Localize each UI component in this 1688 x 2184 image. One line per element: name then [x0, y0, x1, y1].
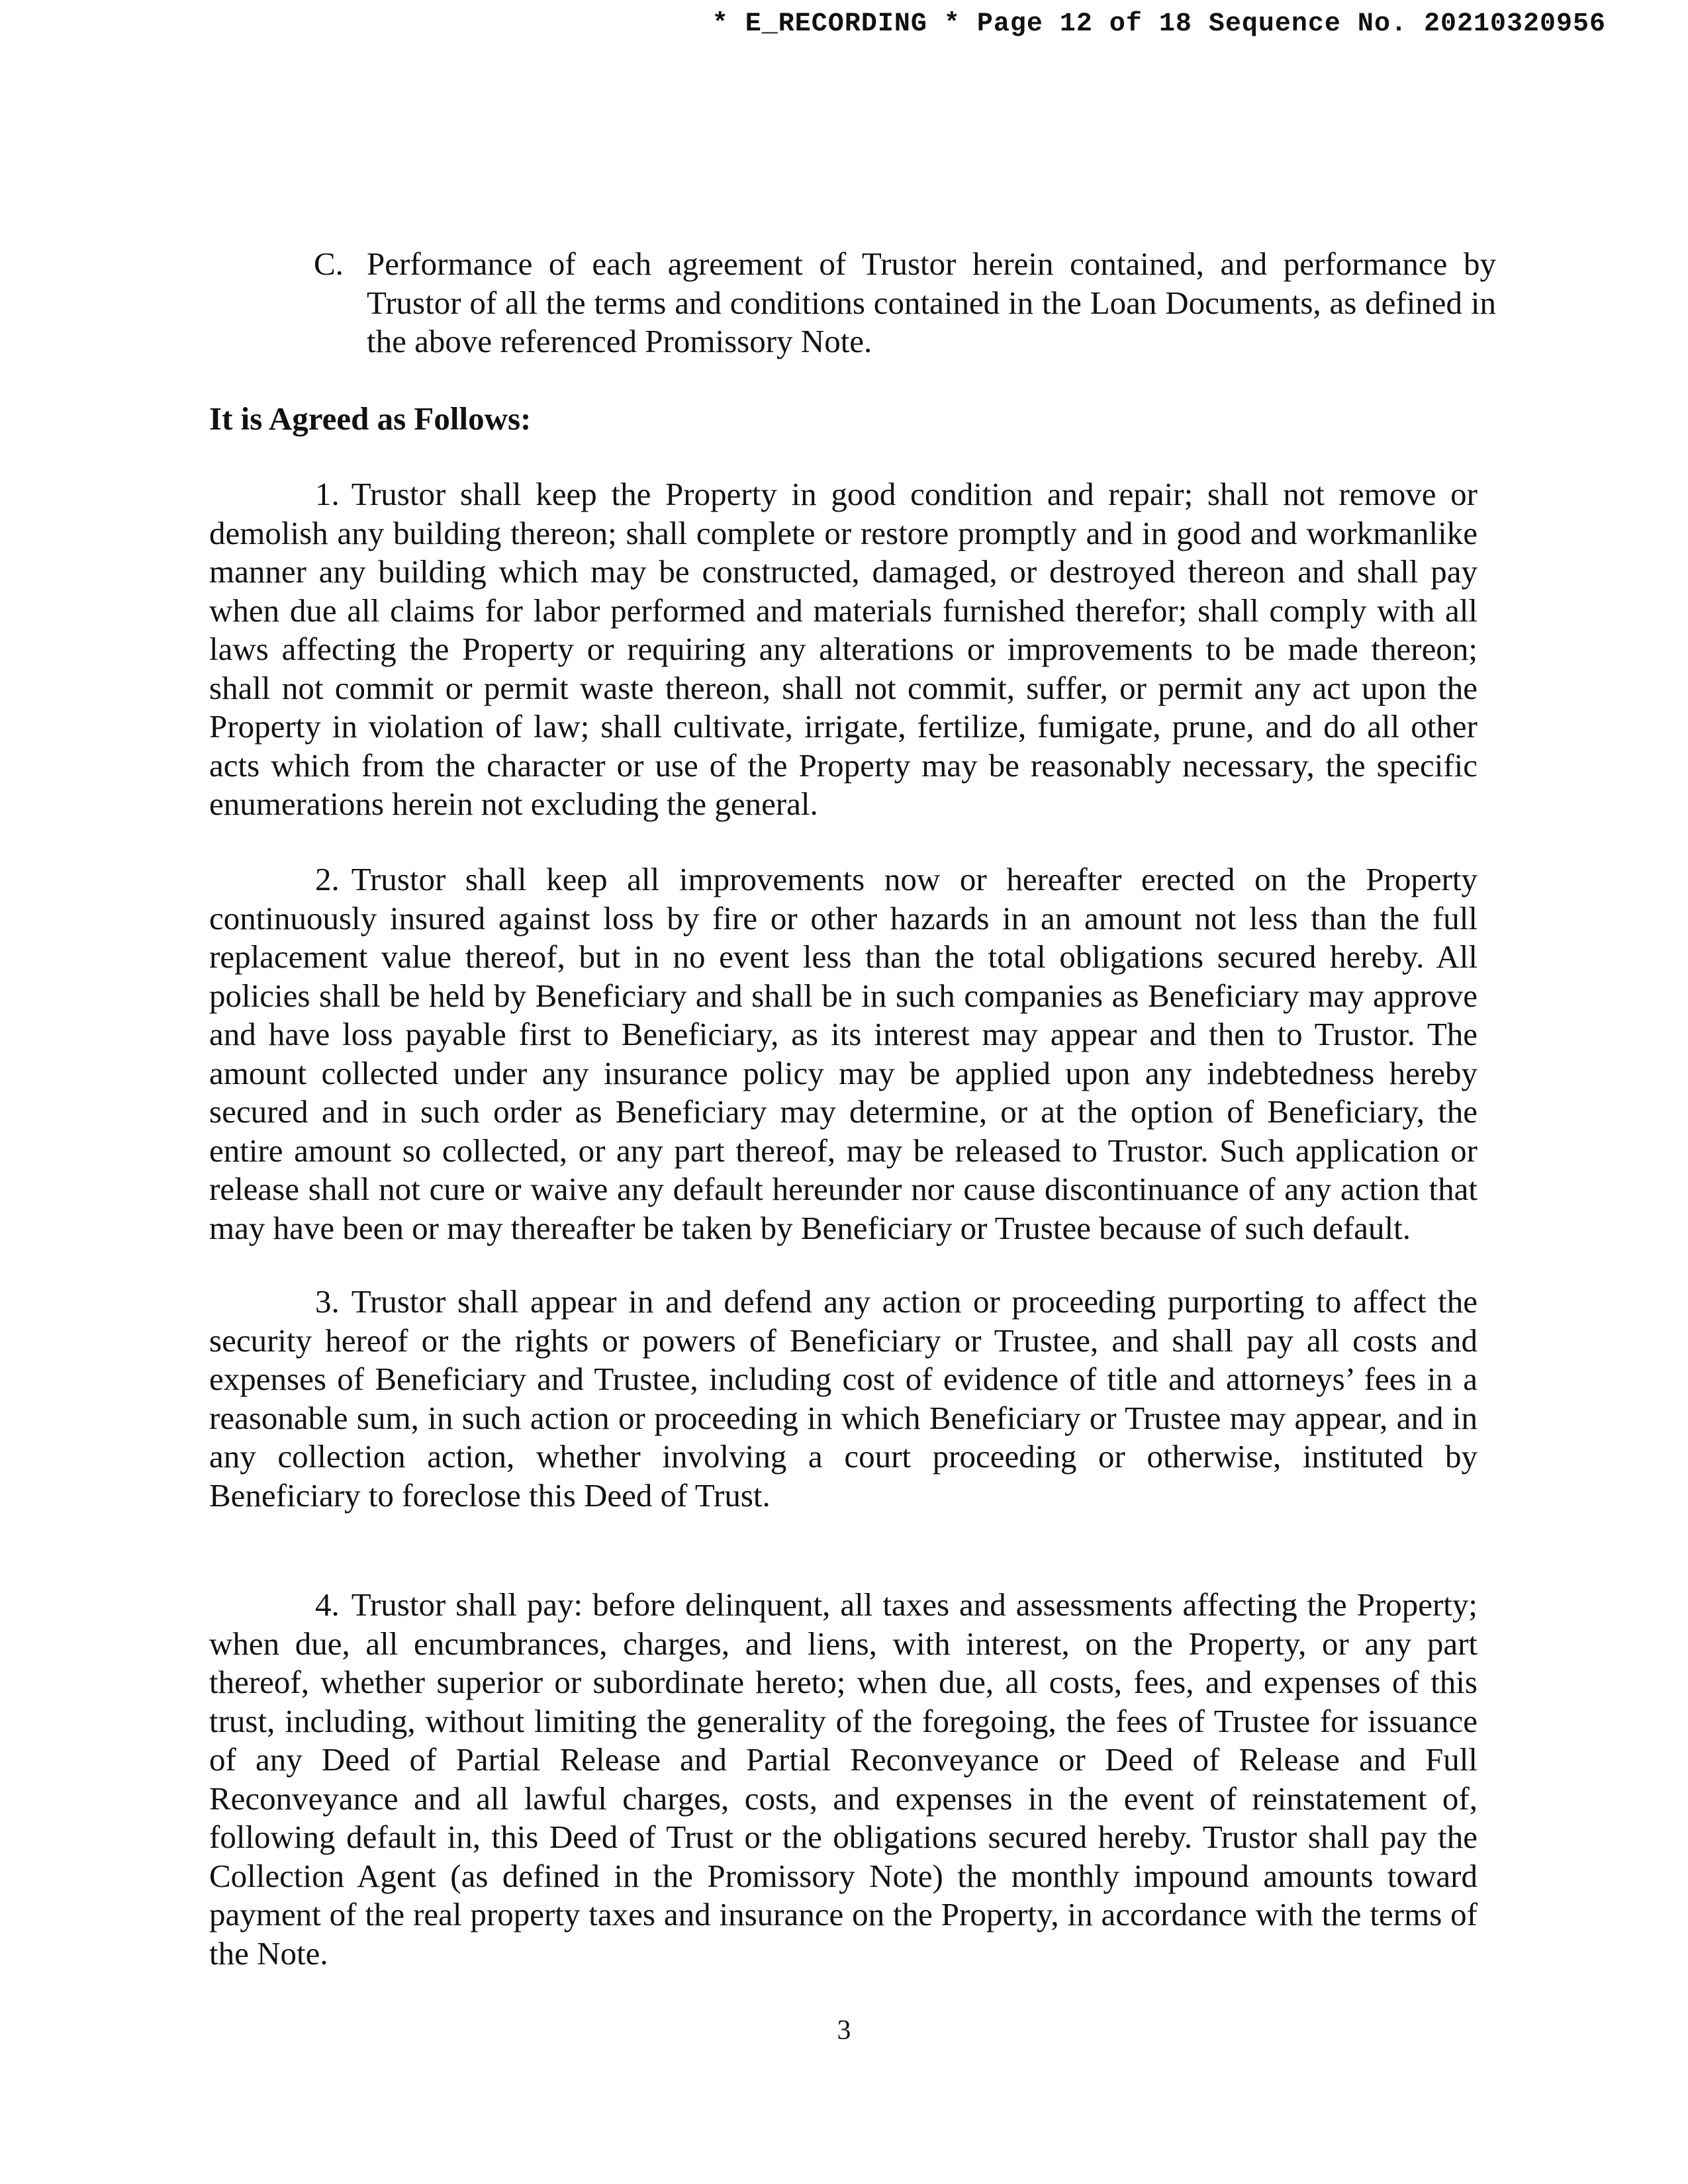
paragraph-1-number: 1. [315, 476, 340, 512]
paragraph-2-text: Trustor shall keep all improvements now or hereafter erected on the Property continuously insured against loss by fire or other hazards in an amount not less than the full replacement value thereof, but in no event less than the total obligations secured hereby. All policies shall be held by Beneficiary and shall be in such companies as Beneficiary may approve and have loss payable first to Beneficiary, as its interest may appear and then to Trustor. The amount collected under any insurance policy may be applied upon any indebtedness hereby secured and in such order as Beneficiary may determine, or at the option of Beneficiary, the entire amount so collected, or any part thereof, may be released to Trustor. Such application or release shall not cure or waive any default hereunder nor cause discontinuance of any action that may have been or may thereafter be taken by Beneficiary or Trustee because of such default. [209, 861, 1477, 1246]
paragraph-4-number: 4. [315, 1586, 340, 1623]
section-heading: It is Agreed as Follows: [209, 400, 532, 437]
page-number: 3 [837, 2015, 851, 2046]
paragraph-2 [209, 860, 1477, 1248]
paragraph-3-number: 3. [315, 1283, 340, 1320]
paragraph-3-text: Trustor shall appear in and defend any action or proceeding purporting to affect the security hereof or the rights or powers of Beneficiary or Trustee, and shall pay all costs and expenses of Beneficiary and Trustee, including cost of evidence of title and attorneys’ fees in a reasonable sum, in such action or proceeding in which Beneficiary or Trustee may appear, and in any collection action, whether involving a court proceeding or otherwise, instituted by Beneficiary to foreclose this Deed of Trust. [209, 1283, 1477, 1514]
paragraph-4 [209, 1586, 1477, 1973]
item-c-text: Performance of each agreement of Trustor herein contained, and performance by Trustor of all the terms and conditions contained in the Loan Documents, as defined in the above referenced Promissory Note. [367, 246, 1496, 359]
paragraph-2-number: 2. [315, 861, 340, 897]
recording-stamp: * E_RECORDING * Page 12 of 18 Sequence No. 20210320956 [712, 9, 1606, 39]
item-c-marker: C. [314, 246, 344, 282]
paragraph-1 [209, 475, 1477, 824]
paragraph-1-text: Trustor shall keep the Property in good condition and repair; shall not remove or demolish any building thereon; shall complete or restore promptly and in good and workmanlike manner any building which may be constructed, damaged, or destroyed thereon and shall pay when due all claims for labor performed and materials furnished therefor; shall comply with all laws affecting the Property or requiring any alterations or improvements to be made thereon; shall not commit or permit waste thereon, shall not commit, suffer, or permit any act upon the Property in violation of law; shall cultivate, irrigate, fertilize, fumigate, prune, and do all other acts which from the character or use of the Property may be reasonably necessary, the specific enumerations herein not excluding the general. [209, 476, 1477, 822]
paragraph-3 [209, 1283, 1477, 1515]
list-item-c [314, 245, 1496, 361]
paragraph-4-text: Trustor shall pay: before delinquent, all taxes and assessments affecting the Property; when due, all encumbrances, charges, and liens, with interest, on the Property, or any part thereof, whether superior or subordinate hereto; when due, all costs, fees, and expenses of this trust, including, without limiting the generality of the foregoing, the fees of Trustee for issuance of any Deed of Partial Release and Partial Reconveyance or Deed of Release and Full Reconveyance and all lawful charges, costs, and expenses in the event of reinstatement of, following default in, this Deed of Trust or the obligations secured hereby. Trustor shall pay the Collection Agent (as defined in the Promissory Note) the monthly impound amounts toward payment of the real property taxes and insurance on the Property, in accordance with the terms of the Note. [209, 1586, 1477, 1972]
